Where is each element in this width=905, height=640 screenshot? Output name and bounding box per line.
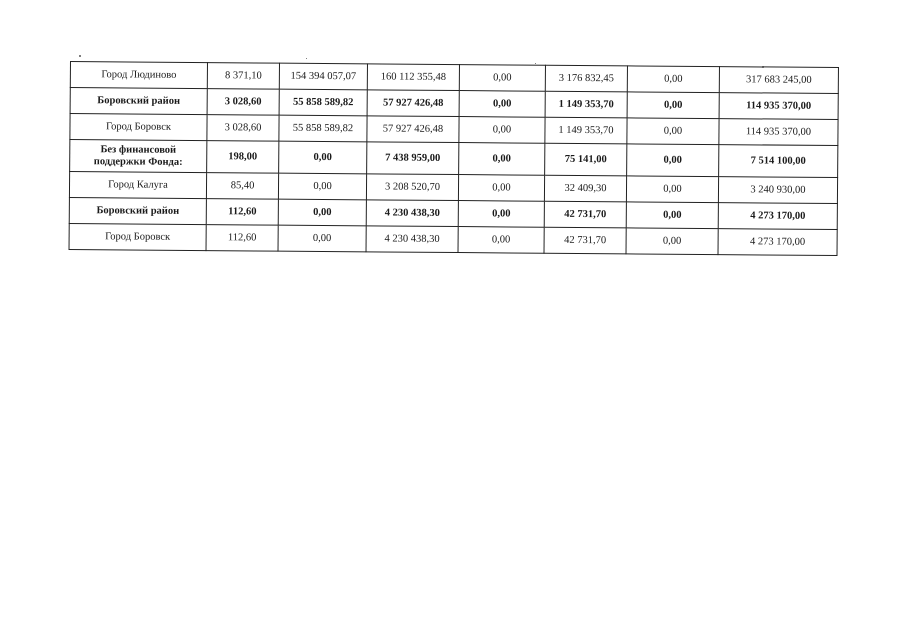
table-cell-total: 114 935 370,00	[719, 119, 838, 146]
table-cell-value-5: 0,00	[626, 176, 718, 203]
table-cell-value-3: 0,00	[458, 201, 544, 228]
table-cell-value-5: 0,00	[627, 92, 719, 119]
table-cell-value-3: 0,00	[458, 227, 544, 254]
table-cell-value-4: 3 176 832,45	[545, 65, 627, 92]
table-cell-value-5: 0,00	[627, 144, 719, 177]
table-cell-value-5: 0,00	[627, 66, 719, 93]
table-cell-area: 198,00	[207, 141, 279, 174]
table-cell-value-3: 0,00	[459, 117, 545, 144]
table-cell-value-1: 55 858 589,82	[279, 89, 367, 116]
table-cell-total: 7 514 100,00	[719, 145, 838, 178]
table-cell-name: Город Людиново	[70, 62, 207, 89]
table-cell-value-2: 160 112 355,48	[367, 64, 459, 91]
table-cell-total: 4 273 170,00	[718, 229, 837, 256]
table-cell-value-3: 0,00	[459, 143, 545, 176]
table-cell-name: Город Калуга	[69, 172, 206, 199]
table-cell-area: 112,60	[206, 225, 278, 252]
table-cell-value-2: 4 230 438,30	[366, 200, 458, 227]
table-cell-value-1: 0,00	[278, 173, 366, 200]
scan-speck	[306, 58, 307, 59]
financial-table	[69, 61, 839, 256]
table-cell-area: 3 028,60	[207, 89, 279, 116]
table-cell-value-1: 0,00	[278, 199, 366, 226]
table-body	[69, 62, 838, 256]
table-cell-total: 4 273 170,00	[718, 203, 837, 230]
table-cell-total: 317 683 245,00	[719, 67, 838, 94]
table-cell-name: Без финансовой поддержки Фонда:	[70, 140, 207, 173]
table-cell-name: Город Боровск	[69, 223, 206, 250]
table-cell-total: 114 935 370,00	[719, 93, 838, 120]
table-cell-area: 112,60	[206, 199, 278, 226]
table-cell-area: 85,40	[206, 173, 278, 200]
table-cell-value-5: 0,00	[627, 118, 719, 145]
table-cell-value-4: 42 731,70	[544, 227, 626, 254]
table-cell-value-2: 7 438 959,00	[367, 142, 459, 175]
table-cell-value-1: 154 394 057,07	[279, 63, 367, 90]
table-cell-value-2: 4 230 438,30	[366, 226, 458, 253]
table-row	[69, 223, 837, 255]
table-cell-value-4: 1 149 353,70	[545, 117, 627, 144]
table-cell-value-5: 0,00	[626, 228, 718, 255]
table-cell-area: 3 028,60	[207, 115, 279, 142]
table-cell-value-3: 0,00	[458, 175, 544, 202]
table-cell-value-4: 32 409,30	[544, 175, 626, 202]
table-cell-value-1: 0,00	[279, 141, 367, 174]
table-cell-value-2: 57 927 426,48	[367, 116, 459, 143]
table-cell-name: Боровский район	[69, 197, 206, 224]
table-cell-value-2: 3 208 520,70	[366, 174, 458, 201]
table-cell-value-2: 57 927 426,48	[367, 90, 459, 117]
table-cell-value-4: 1 149 353,70	[545, 91, 627, 118]
table-cell-value-3: 0,00	[459, 65, 545, 92]
table-cell-value-3: 0,00	[459, 91, 545, 118]
table-container	[69, 61, 838, 256]
table-cell-area: 8 371,10	[207, 63, 279, 90]
table-cell-name: Боровский район	[70, 88, 207, 115]
table-cell-value-4: 42 731,70	[544, 201, 626, 228]
scan-speck	[79, 55, 81, 57]
table-cell-value-1: 55 858 589,82	[279, 115, 367, 142]
table-cell-value-4: 75 141,00	[545, 143, 627, 176]
table-cell-total: 3 240 930,00	[718, 177, 837, 204]
table-cell-value-1: 0,00	[278, 225, 366, 252]
table-cell-name: Город Боровск	[70, 114, 207, 141]
table-cell-value-5: 0,00	[626, 202, 718, 229]
